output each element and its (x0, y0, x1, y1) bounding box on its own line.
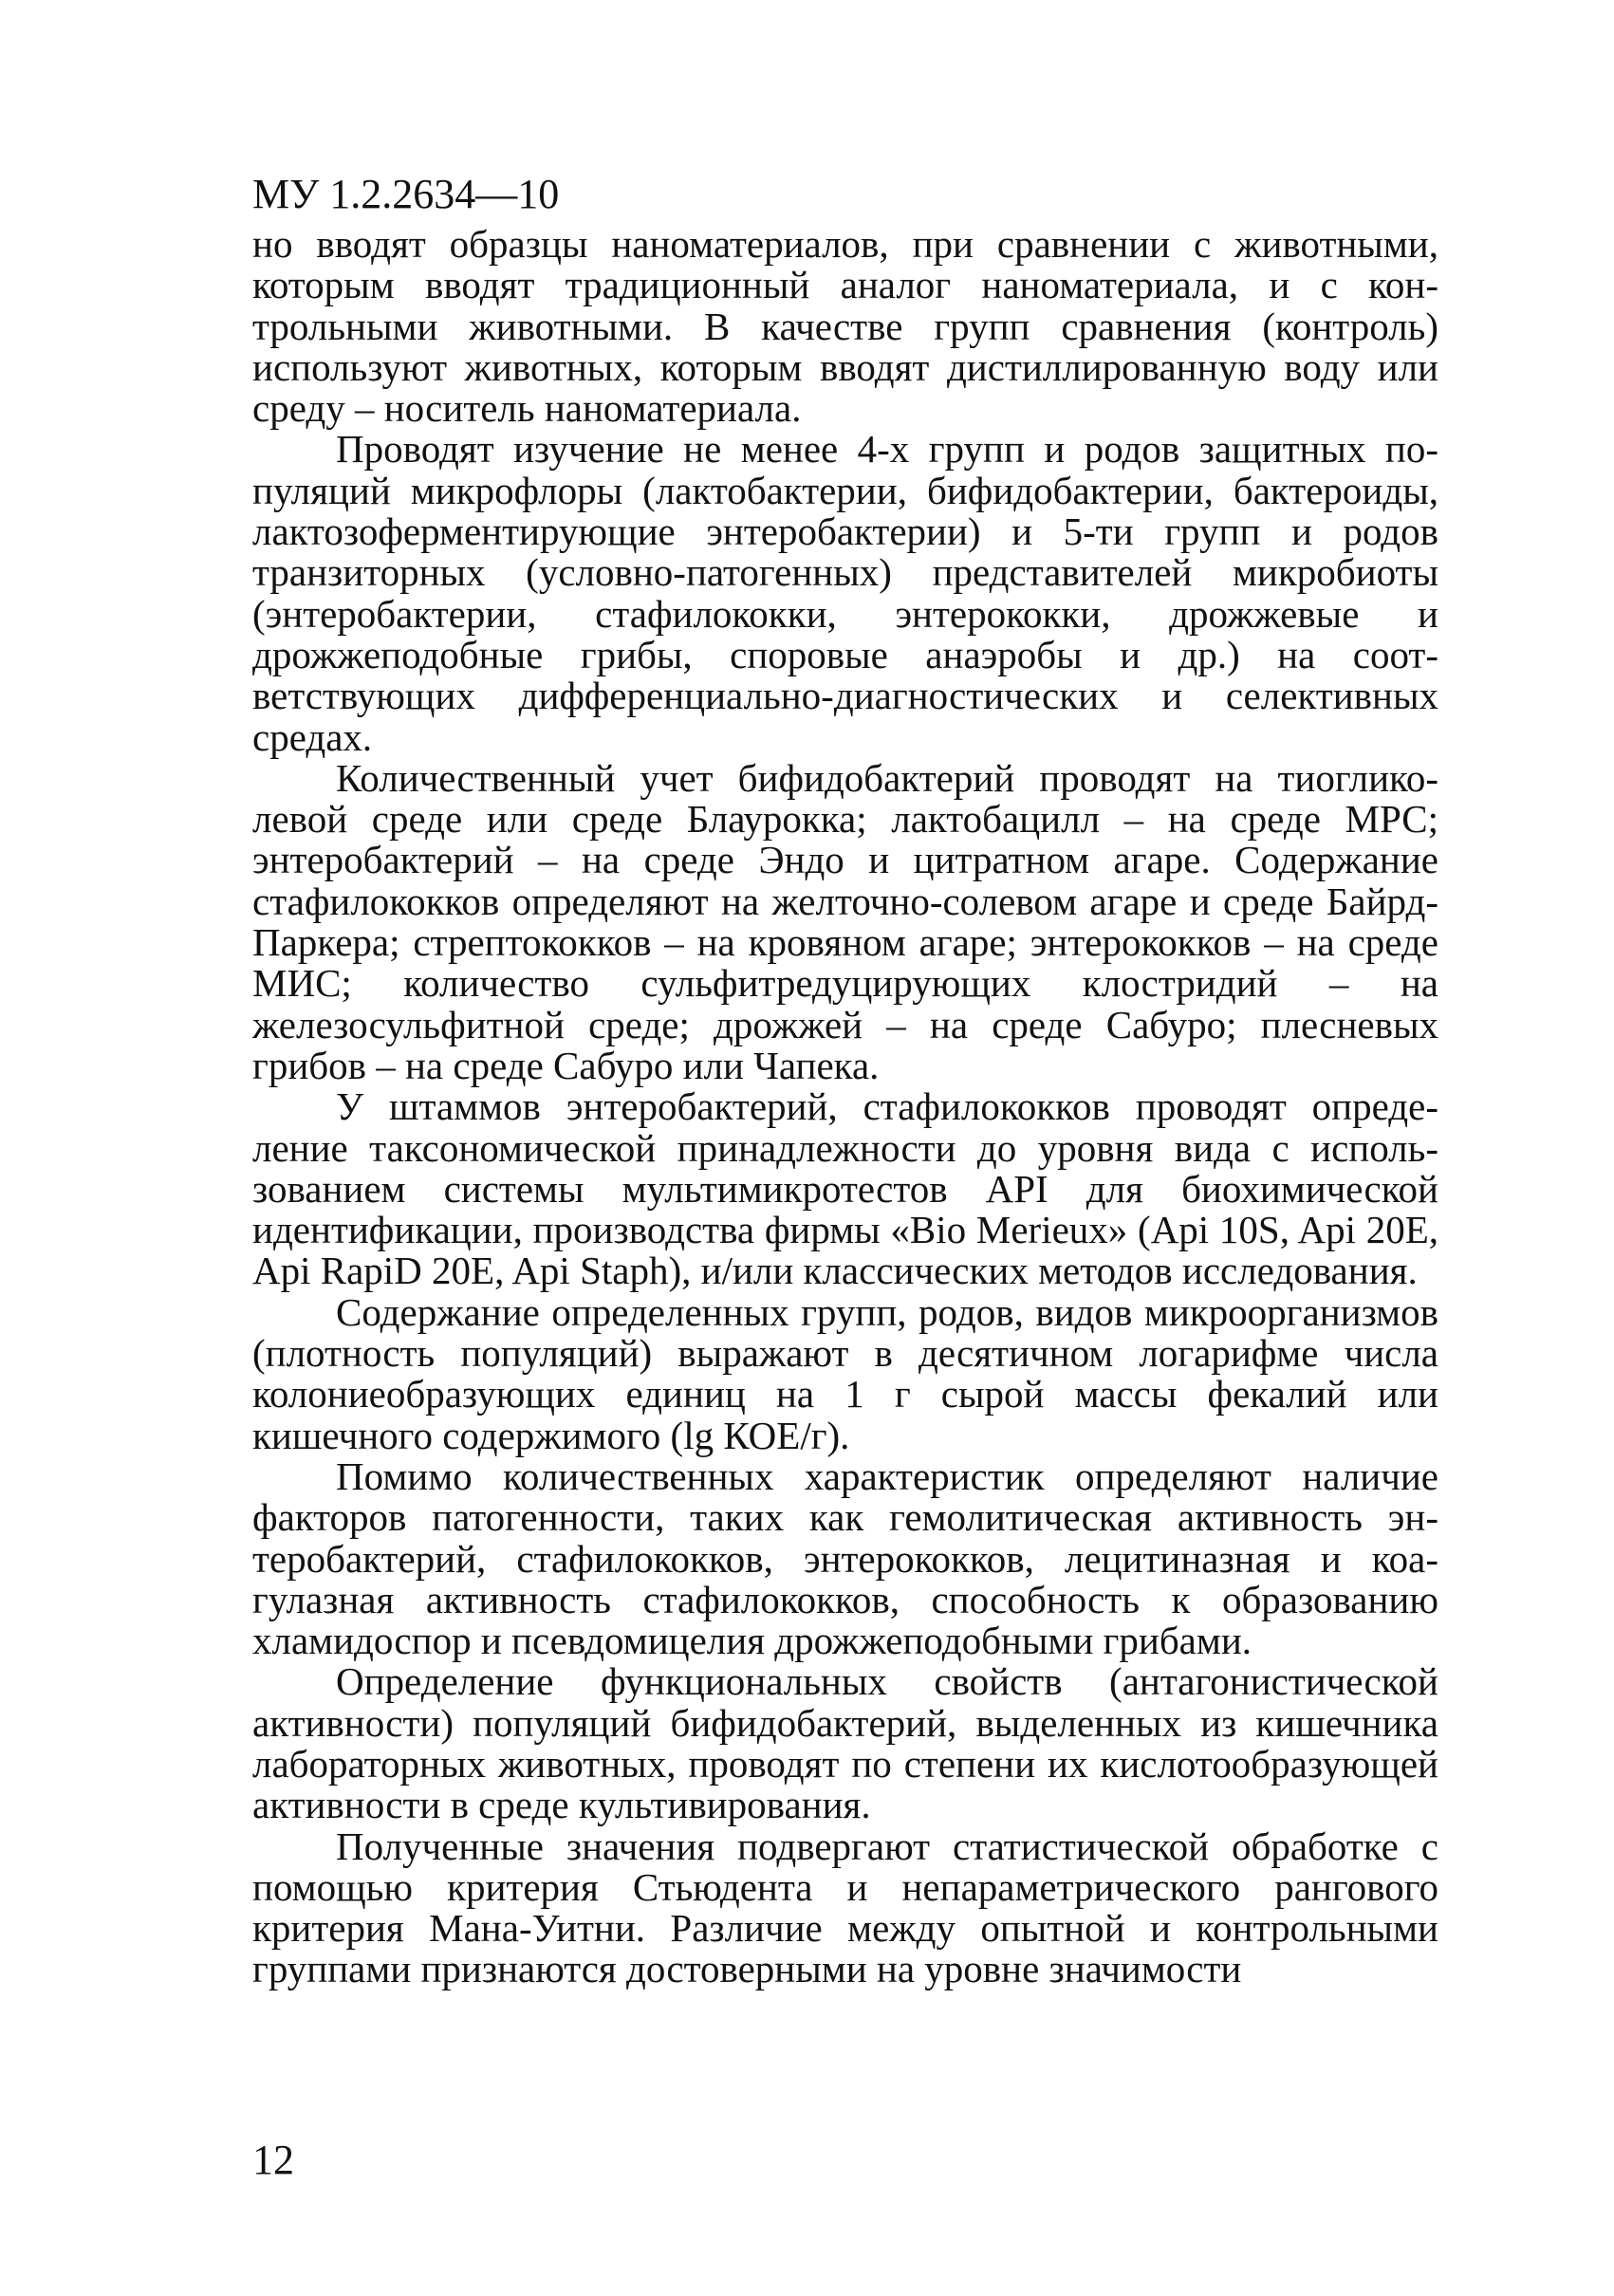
paragraph-quantitative-count: Количественный учет бифидобактерий проводят на тиогликолевой среде или среде Блаурокка; лактобацилл – на среде МРС; энтеробактерий – на среде Эндо и цитратном агаре. Содержание стафилококков определяют на желточно-солевом агаре и среде Байрд-Паркера; стрептококков – на кровяном агаре; энтерококков – на среде МИС; количество сульфитредуцирующих клостридий – на железосульфитной среде; дрожжей – на среде Сабуро; плесневых грибов – на среде Сабуро или Чапека. (252, 755, 1438, 1087)
paragraph-statistics: Полученные значения подвергают статистической обработке с помощью критерия Стьюдента и непараметрического рангового критерия Мана-Уитни. Различие между опытной и контрольными группами признаются достоверными на уровне значимости (252, 1824, 1438, 1991)
paragraph-continuation: но вводят образцы наноматериалов, при сравнении с животными, которым вводят традиционный аналог наноматериала, и с контрольными животными. В качестве групп сравнения (контроль) используют животных, которым вводят дистиллированную воду или среду – носитель наноматериала. (252, 222, 1438, 431)
paragraph-population-density: Содержание определенных групп, родов, видов микроорганизмов (плотность популяций) выражают в десятичном логарифме числа колониеобразующих единиц на 1 г сырой массы фекалий или кишечного содержимого (lg КОЕ/г). (252, 1289, 1438, 1457)
paragraph-functional-properties: Определение функциональных свойств (антагонистической активности) популяций бифидобактерий, выделенных из кишечника лабораторных животных, проводят по степени их кислотообразующей активности в среде культивирования. (252, 1659, 1438, 1827)
paragraph-pathogenicity-factors: Помимо количественных характеристик определяют наличие факторов патогенности, таких как гемолитическая активность энтеробактерий, стафилококков, энтерококков, лецитиназная и коагулазная активность стафилококков, способность к образованию хламидоспор и псевдомицелия дрожжеподобными грибами. (252, 1454, 1438, 1663)
body-text (252, 224, 1438, 1990)
paragraph-microflora-study: Проводят изучение не менее 4-х групп и родов защитных популяций микрофлоры (лактобактерии, бифидобактерии, бактероиды, лактозоферментирующие энтеробактерии) и 5-ти групп и родов транзиторных (условно-патогенных) представителей микробиоты (энтеробактерии, стафилококки, энтерококки, дрожжевые и дрожжеподобные грибы, споровые анаэробы и др.) на соответствующих дифференциально-диагностических и селективных средах. (252, 427, 1438, 759)
document-code-header: МУ 1.2.2634—10 (252, 171, 560, 217)
paragraph-strain-identification: У штаммов энтеробактерий, стафилококков проводят определение таксономической принадлежности до уровня вида с использованием системы мультимикротестов API для биохимической идентификации, производства фирмы «Bio Merieux» (Api 10S, Api 20E, Api RapiD 20E, Api Staph), и/или классических методов исследования. (252, 1084, 1438, 1293)
page-number: 12 (252, 2137, 294, 2183)
